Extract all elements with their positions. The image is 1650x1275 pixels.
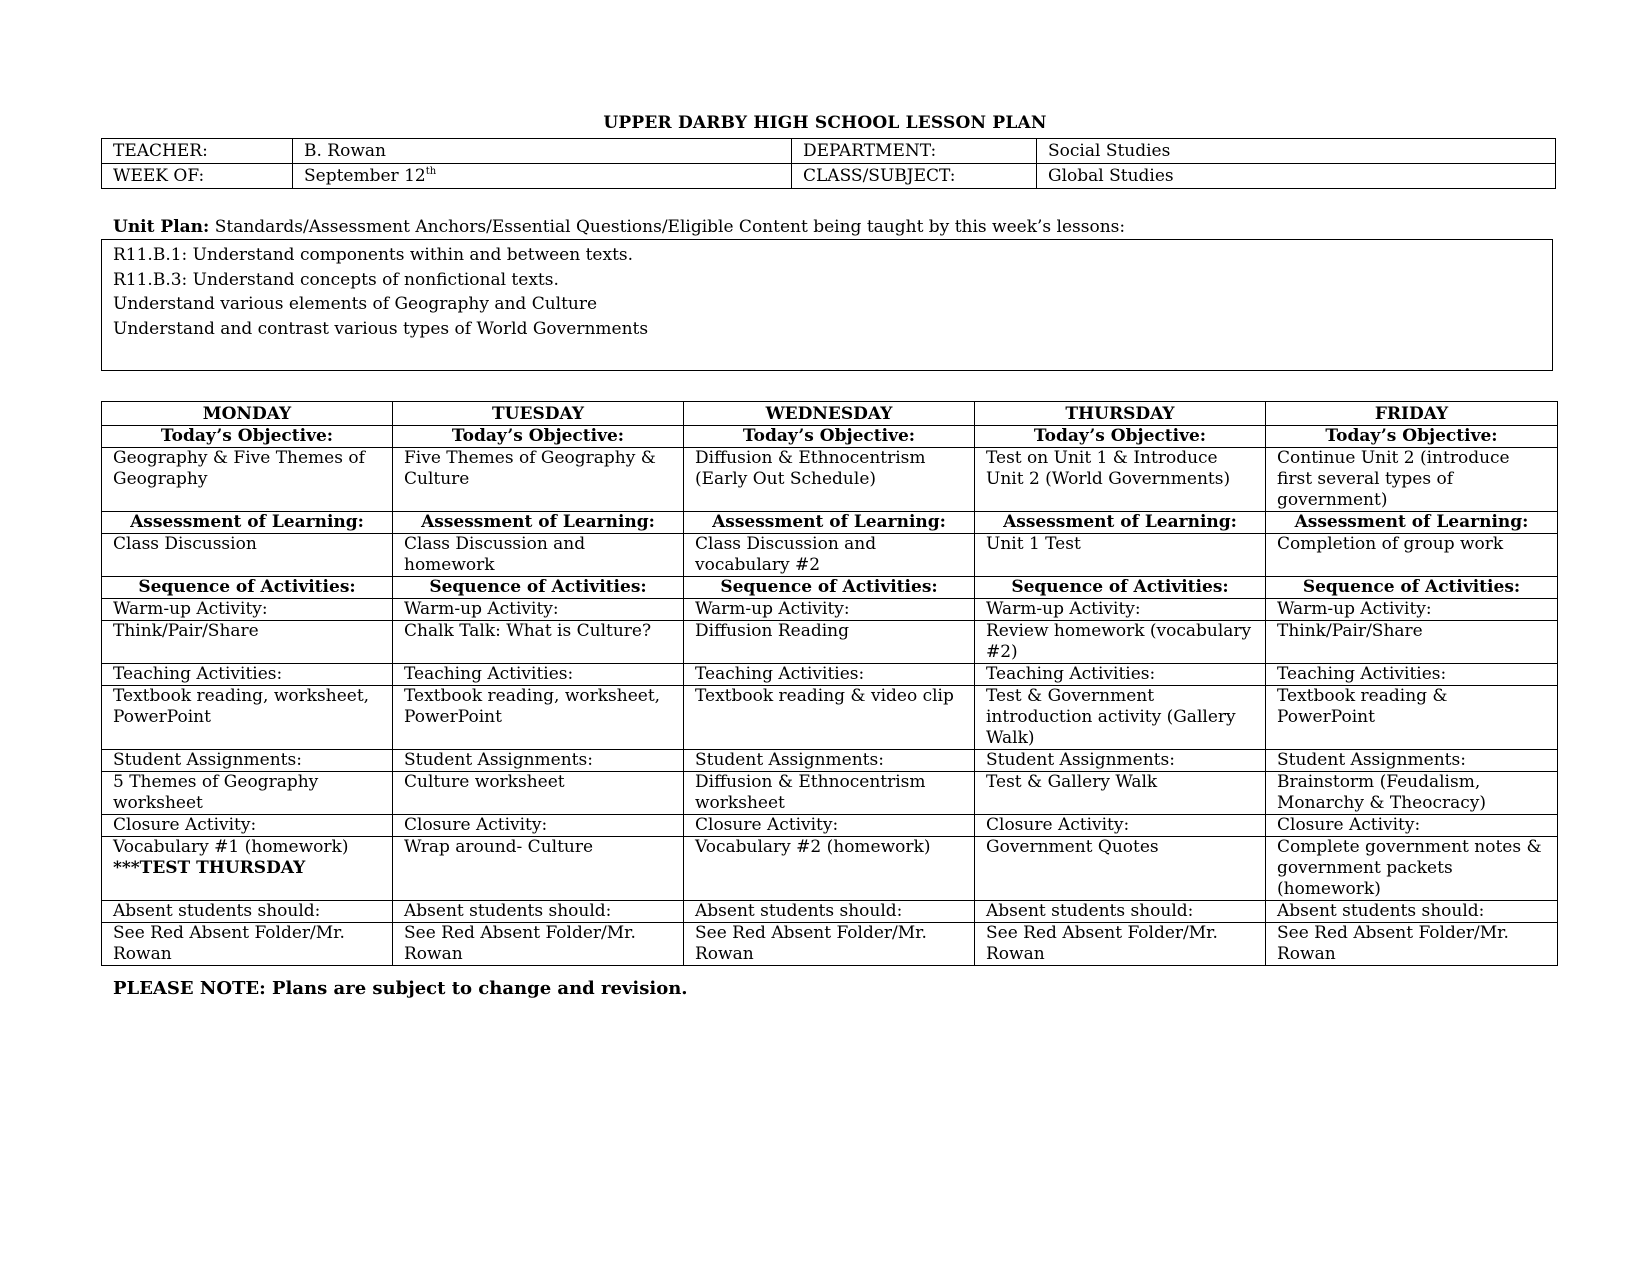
warmup-label: Warm-up Activity: — [684, 599, 975, 621]
assessment-cell: Class Discussion — [102, 534, 393, 577]
closure-row — [102, 837, 1558, 901]
objective-row — [102, 448, 1558, 512]
teaching-row — [102, 686, 1558, 750]
absent-row — [102, 923, 1558, 966]
closure-cell: Wrap around- Culture — [393, 837, 684, 901]
standard-item: Understand and contrast various types of World Governments — [113, 318, 649, 339]
closure-cell: Complete government notes & government packets (homework) — [1266, 837, 1558, 901]
assessment-cell: Completion of group work — [1266, 534, 1558, 577]
assignments-label: Student Assignments: — [684, 750, 975, 772]
absent-cell: See Red Absent Folder/Mr. Rowan — [393, 923, 684, 966]
assignments-cell: Brainstorm (Feudalism, Monarchy & Theocracy) — [1266, 772, 1558, 815]
test-reminder: ***TEST THURSDAY — [113, 858, 306, 878]
day-header-row — [102, 402, 1558, 426]
unit-plan-box — [101, 239, 1553, 371]
absent-label: Absent students should: — [393, 901, 684, 923]
standard-item: Understand various elements of Geography and Culture — [113, 294, 598, 314]
teaching-label: Teaching Activities: — [102, 664, 393, 686]
assignments-label-row — [102, 750, 1558, 772]
assessment-label-row — [102, 512, 1558, 534]
assignments-label: Student Assignments: — [1266, 750, 1558, 772]
closure-cell — [102, 837, 393, 901]
teaching-cell: Test & Government introduction activity (Gallery Walk) — [975, 686, 1266, 750]
teaching-label: Teaching Activities: — [975, 664, 1266, 686]
objective-cell: Test on Unit 1 & Introduce Unit 2 (World Governments) — [975, 448, 1266, 512]
assessment-label: Assessment of Learning: — [102, 512, 393, 534]
header-info-table — [101, 138, 1556, 189]
sequence-label: Sequence of Activities: — [975, 577, 1266, 599]
warmup-cell: Think/Pair/Share — [102, 621, 393, 664]
objective-cell: Five Themes of Geography & Culture — [393, 448, 684, 512]
objective-label-row — [102, 426, 1558, 448]
unit-plan-label: Unit Plan: — [113, 217, 210, 237]
teaching-label: Teaching Activities: — [393, 664, 684, 686]
teacher-label: TEACHER: — [102, 139, 293, 164]
absent-cell: See Red Absent Folder/Mr. Rowan — [684, 923, 975, 966]
closure-label: Closure Activity: — [102, 815, 393, 837]
closure-label: Closure Activity: — [393, 815, 684, 837]
assignments-cell: Test & Gallery Walk — [975, 772, 1266, 815]
objective-label: Today’s Objective: — [393, 426, 684, 448]
absent-label-row — [102, 901, 1558, 923]
objective-label: Today’s Objective: — [1266, 426, 1558, 448]
day-header-thursday: THURSDAY — [975, 402, 1266, 426]
department-label: DEPARTMENT: — [792, 139, 1037, 164]
objective-label: Today’s Objective: — [975, 426, 1266, 448]
teaching-label: Teaching Activities: — [684, 664, 975, 686]
assessment-cell: Unit 1 Test — [975, 534, 1266, 577]
absent-cell: See Red Absent Folder/Mr. Rowan — [975, 923, 1266, 966]
assignments-cell: Culture worksheet — [393, 772, 684, 815]
closure-label: Closure Activity: — [975, 815, 1266, 837]
assessment-row — [102, 534, 1558, 577]
class-value: Global Studies — [1037, 164, 1556, 189]
assessment-label: Assessment of Learning: — [975, 512, 1266, 534]
assessment-label: Assessment of Learning: — [393, 512, 684, 534]
assignments-label: Student Assignments: — [975, 750, 1266, 772]
week-date: September 12 — [304, 166, 426, 186]
closure-label-row — [102, 815, 1558, 837]
absent-label: Absent students should: — [684, 901, 975, 923]
warmup-label: Warm-up Activity: — [102, 599, 393, 621]
objective-label: Today’s Objective: — [102, 426, 393, 448]
plans-note: PLEASE NOTE: Plans are subject to change and revision. — [113, 978, 688, 999]
assessment-cell: Class Discussion and homework — [393, 534, 684, 577]
closure-label: Closure Activity: — [1266, 815, 1558, 837]
week-date-suffix: th — [425, 166, 437, 177]
warmup-label: Warm-up Activity: — [1266, 599, 1558, 621]
teaching-cell: Textbook reading, worksheet, PowerPoint — [393, 686, 684, 750]
absent-cell: See Red Absent Folder/Mr. Rowan — [1266, 923, 1558, 966]
assignments-label: Student Assignments: — [102, 750, 393, 772]
week-value — [293, 164, 792, 189]
teaching-cell: Textbook reading & video clip — [684, 686, 975, 750]
closure-cell: Government Quotes — [975, 837, 1266, 901]
department-value: Social Studies — [1037, 139, 1556, 164]
assignments-cell: Diffusion & Ethnocentrism worksheet — [684, 772, 975, 815]
objective-cell: Geography & Five Themes of Geography — [102, 448, 393, 512]
warmup-label-row — [102, 599, 1558, 621]
day-header-tuesday: TUESDAY — [393, 402, 684, 426]
objective-cell: Continue Unit 2 (introduce first several types of government) — [1266, 448, 1558, 512]
page-title: UPPER DARBY HIGH SCHOOL LESSON PLAN — [603, 113, 1047, 133]
warmup-label: Warm-up Activity: — [393, 599, 684, 621]
assignments-row — [102, 772, 1558, 815]
teaching-cell: Textbook reading, worksheet, PowerPoint — [102, 686, 393, 750]
week-label: WEEK OF: — [102, 164, 293, 189]
teaching-cell: Textbook reading & PowerPoint — [1266, 686, 1558, 750]
assessment-label: Assessment of Learning: — [1266, 512, 1558, 534]
closure-label: Closure Activity: — [684, 815, 975, 837]
header-row-teacher — [102, 139, 1556, 164]
standard-item: R11.B.1: Understand components within and between texts. — [113, 245, 634, 265]
absent-cell: See Red Absent Folder/Mr. Rowan — [102, 923, 393, 966]
sequence-label: Sequence of Activities: — [102, 577, 393, 599]
absent-label: Absent students should: — [102, 901, 393, 923]
closure-text: Vocabulary #1 (homework) — [113, 837, 349, 857]
warmup-label: Warm-up Activity: — [975, 599, 1266, 621]
assignments-label: Student Assignments: — [393, 750, 684, 772]
day-header-wednesday: WEDNESDAY — [684, 402, 975, 426]
unit-plan-text: Standards/Assessment Anchors/Essential Questions/Eligible Content being taught by this week’s lessons: — [209, 217, 1126, 237]
teaching-label: Teaching Activities: — [1266, 664, 1558, 686]
assessment-cell: Class Discussion and vocabulary #2 — [684, 534, 975, 577]
day-header-friday: FRIDAY — [1266, 402, 1558, 426]
sequence-label: Sequence of Activities: — [393, 577, 684, 599]
day-header-monday: MONDAY — [102, 402, 393, 426]
warmup-cell: Chalk Talk: What is Culture? — [393, 621, 684, 664]
header-row-week — [102, 164, 1556, 189]
sequence-label: Sequence of Activities: — [1266, 577, 1558, 599]
warmup-row — [102, 621, 1558, 664]
closure-cell: Vocabulary #2 (homework) — [684, 837, 975, 901]
objective-cell: Diffusion & Ethnocentrism (Early Out Schedule) — [684, 448, 975, 512]
absent-label: Absent students should: — [1266, 901, 1558, 923]
unit-plan-heading — [113, 217, 1125, 237]
warmup-cell: Review homework (vocabulary #2) — [975, 621, 1266, 664]
sequence-label-row — [102, 577, 1558, 599]
assignments-cell: 5 Themes of Geography worksheet — [102, 772, 393, 815]
class-label: CLASS/SUBJECT: — [792, 164, 1037, 189]
sequence-label: Sequence of Activities: — [684, 577, 975, 599]
objective-label: Today’s Objective: — [684, 426, 975, 448]
standard-item: R11.B.3: Understand concepts of nonfictional texts. — [113, 269, 559, 290]
teaching-label-row — [102, 664, 1558, 686]
weekly-schedule-table — [101, 401, 1558, 966]
warmup-cell: Diffusion Reading — [684, 621, 975, 664]
absent-label: Absent students should: — [975, 901, 1266, 923]
warmup-cell: Think/Pair/Share — [1266, 621, 1558, 664]
assessment-label: Assessment of Learning: — [684, 512, 975, 534]
teacher-value: B. Rowan — [293, 139, 792, 164]
